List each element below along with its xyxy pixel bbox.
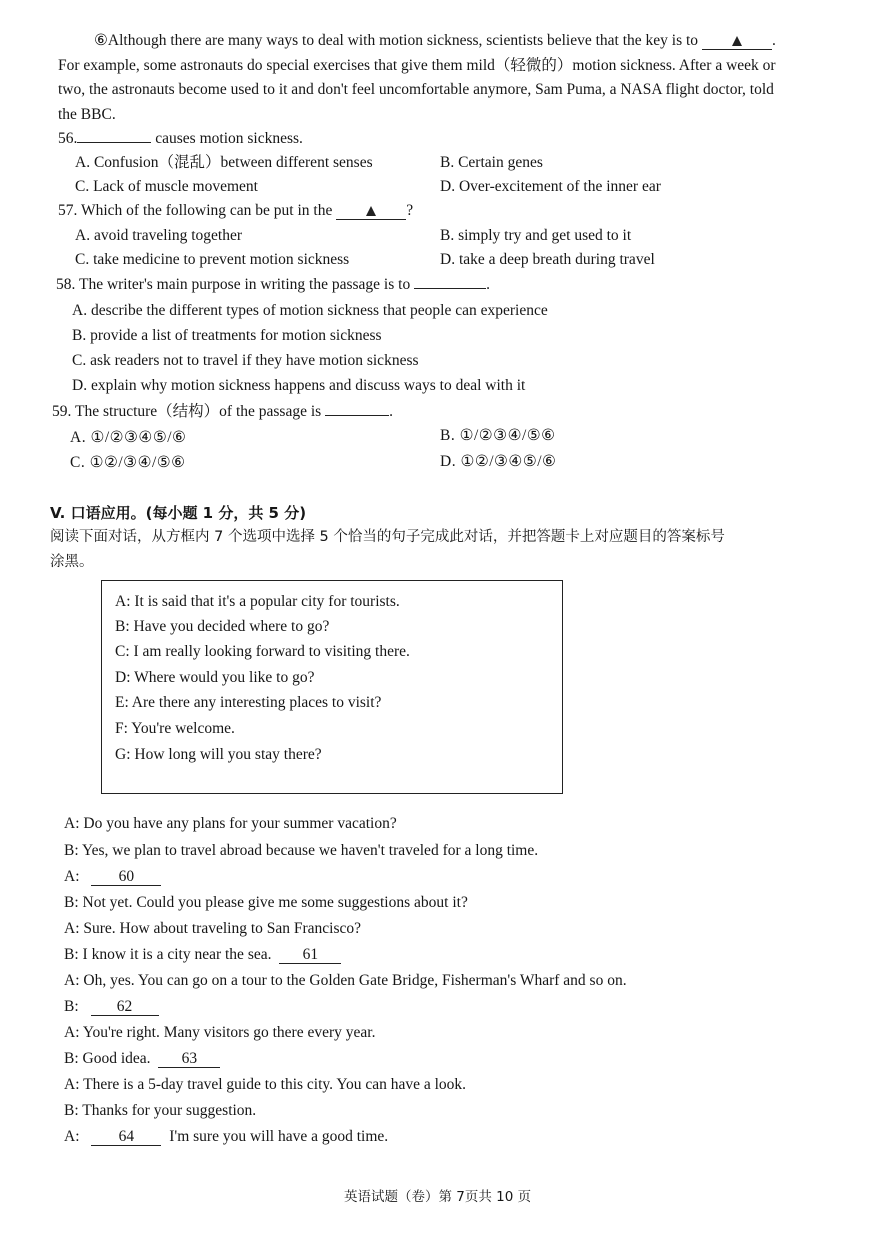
question-59-text: 59. The structure（结构）of the passage is	[52, 403, 322, 420]
question-56-option-a: A. Confusion（混乱）between different senses	[75, 154, 373, 171]
question-57-option-d: D. take a deep breath during travel	[440, 251, 655, 268]
speaker-label: B:	[64, 998, 79, 1015]
question-56-option-c: C. Lack of muscle movement	[75, 178, 258, 195]
speaker-label: A:	[64, 1128, 80, 1145]
speaker-label: A:	[64, 1076, 80, 1093]
question-59-end: .	[389, 403, 393, 420]
answer-blank	[336, 203, 406, 220]
dialogue-text: Sure. How about traveling to San Francisco?	[83, 920, 362, 937]
answer-blank	[414, 288, 486, 289]
dialogue-text: Yes, we plan to travel abroad because we haven't traveled for a long time.	[81, 842, 539, 859]
passage-line-2: For example, some astronauts do special exercises that give them mild（轻微的）motion sickness. After a week or	[58, 57, 776, 74]
question-59-option-b: B. ①/②③④/⑤⑥	[440, 427, 556, 444]
question-58-end: .	[486, 276, 490, 293]
speaker-label: B:	[64, 1102, 79, 1119]
triangle-marker-icon	[732, 36, 742, 46]
speaker-label: A:	[64, 868, 80, 885]
dialogue-text: Good idea.	[82, 1050, 151, 1067]
dialogue-line	[64, 1103, 256, 1119]
page-footer: 英语试题（卷）第 7页共 10 页	[344, 1189, 532, 1205]
triangle-marker-icon	[366, 206, 376, 216]
blank-61: 61	[279, 947, 341, 964]
dialogue-line	[64, 1077, 466, 1093]
answer-blank	[77, 142, 151, 143]
question-58-option-c: C. ask readers not to travel if they have motion sickness	[72, 352, 419, 369]
passage-line-3: two, the astronauts become used to it and don't feel uncomfortable anymore, Sam Puma, a NASA flight doctor, told	[58, 81, 774, 98]
answer-blank	[325, 415, 389, 416]
dialogue-text: I know it is a city near the sea.	[82, 946, 272, 963]
question-59-option-d: D. ①②/③④⑤/⑥	[440, 453, 557, 470]
question-59-option-c: C. ①②/③④/⑤⑥	[70, 454, 186, 471]
question-56-number: 56.	[58, 130, 78, 147]
blank-60: 60	[91, 869, 161, 886]
box-option-g: G: How long will you stay there?	[115, 746, 322, 763]
box-option-b: B: Have you decided where to go?	[115, 618, 330, 635]
dialogue-text: I'm sure you will have a good time.	[169, 1128, 389, 1145]
speaker-label: B:	[64, 842, 79, 859]
speaker-label: A:	[64, 1024, 80, 1041]
question-58-text: 58. The writer's main purpose in writing the passage is to	[56, 276, 411, 293]
box-option-f: F: You're welcome.	[115, 720, 235, 737]
dialogue-line	[64, 1051, 220, 1068]
question-57-text: 57. Which of the following can be put in the	[58, 202, 333, 219]
dialogue-text: You're right. Many visitors go there every year.	[82, 1024, 376, 1041]
box-option-d: D: Where would you like to go?	[115, 669, 315, 686]
passage-line-4: the BBC.	[58, 106, 116, 123]
question-58-option-d: D. explain why motion sickness happens and discuss ways to deal with it	[72, 377, 526, 394]
section-instructions-line-2: 涂黑。	[50, 554, 94, 570]
question-57-end: ?	[406, 202, 414, 219]
speaker-label: A:	[64, 972, 80, 989]
dialogue-line	[64, 1129, 388, 1146]
passage-line-1	[94, 33, 776, 50]
question-58-option-a: A. describe the different types of motion sickness that people can experience	[72, 302, 548, 319]
dialogue-text: There is a 5-day travel guide to this city. You can have a look.	[83, 1076, 467, 1093]
box-option-a: A: It is said that it's a popular city for tourists.	[115, 593, 400, 610]
speaker-label: B:	[64, 1050, 79, 1067]
blank-63: 63	[158, 1051, 220, 1068]
speaker-label: A:	[64, 815, 80, 832]
question-57-stem	[58, 203, 413, 220]
question-56-stem	[58, 131, 303, 147]
dialogue-line	[64, 1025, 375, 1041]
question-58-stem	[56, 277, 490, 293]
question-59-stem	[52, 404, 393, 420]
question-57-option-c: C. take medicine to prevent motion sickness	[75, 251, 350, 268]
dialogue-line	[64, 869, 161, 886]
blank-62: 62	[91, 999, 159, 1016]
answer-blank	[702, 33, 772, 50]
blank-64: 64	[91, 1129, 161, 1146]
dialogue-text: Not yet. Could you please give me some suggestions about it?	[82, 894, 468, 911]
speaker-label: B:	[64, 946, 79, 963]
dialogue-line	[64, 895, 468, 911]
section-title: V. 口语应用。(每小题 1 分，共 5 分)	[50, 504, 307, 522]
question-56-option-d: D. Over-excitement of the inner ear	[440, 178, 661, 195]
dialogue-line	[64, 843, 538, 859]
question-56-option-b: B. Certain genes	[440, 154, 543, 171]
box-option-e: E: Are there any interesting places to visit?	[115, 694, 382, 711]
dialogue-line	[64, 999, 159, 1016]
passage-line-1-end: .	[771, 32, 776, 49]
dialogue-line	[64, 816, 397, 832]
question-57-option-b: B. simply try and get used to it	[440, 227, 632, 244]
question-56-text: causes motion sickness.	[151, 130, 303, 147]
passage-line-1-text: ⑥Although there are many ways to deal with motion sickness, scientists believe that the key is to	[94, 32, 699, 49]
speaker-label: B:	[64, 894, 79, 911]
dialogue-line	[64, 921, 361, 937]
section-instructions-line-1: 阅读下面对话，从方框内 7 个选项中选择 5 个恰当的句子完成此对话，并把答题卡上对应题目的答案标号	[50, 529, 725, 545]
dialogue-text: Do you have any plans for your summer vacation?	[83, 815, 397, 832]
dialogue-text: Thanks for your suggestion.	[82, 1102, 257, 1119]
question-57-option-a: A. avoid traveling together	[75, 227, 243, 244]
dialogue-text: Oh, yes. You can go on a tour to the Golden Gate Bridge, Fisherman's Wharf and so on.	[83, 972, 627, 989]
speaker-label: A:	[64, 920, 80, 937]
dialogue-line	[64, 947, 341, 964]
dialogue-line	[64, 973, 627, 989]
box-option-c: C: I am really looking forward to visiting there.	[115, 643, 410, 660]
question-59-option-a: A. ①/②③④⑤/⑥	[70, 429, 187, 446]
question-58-option-b: B. provide a list of treatments for motion sickness	[72, 327, 382, 344]
